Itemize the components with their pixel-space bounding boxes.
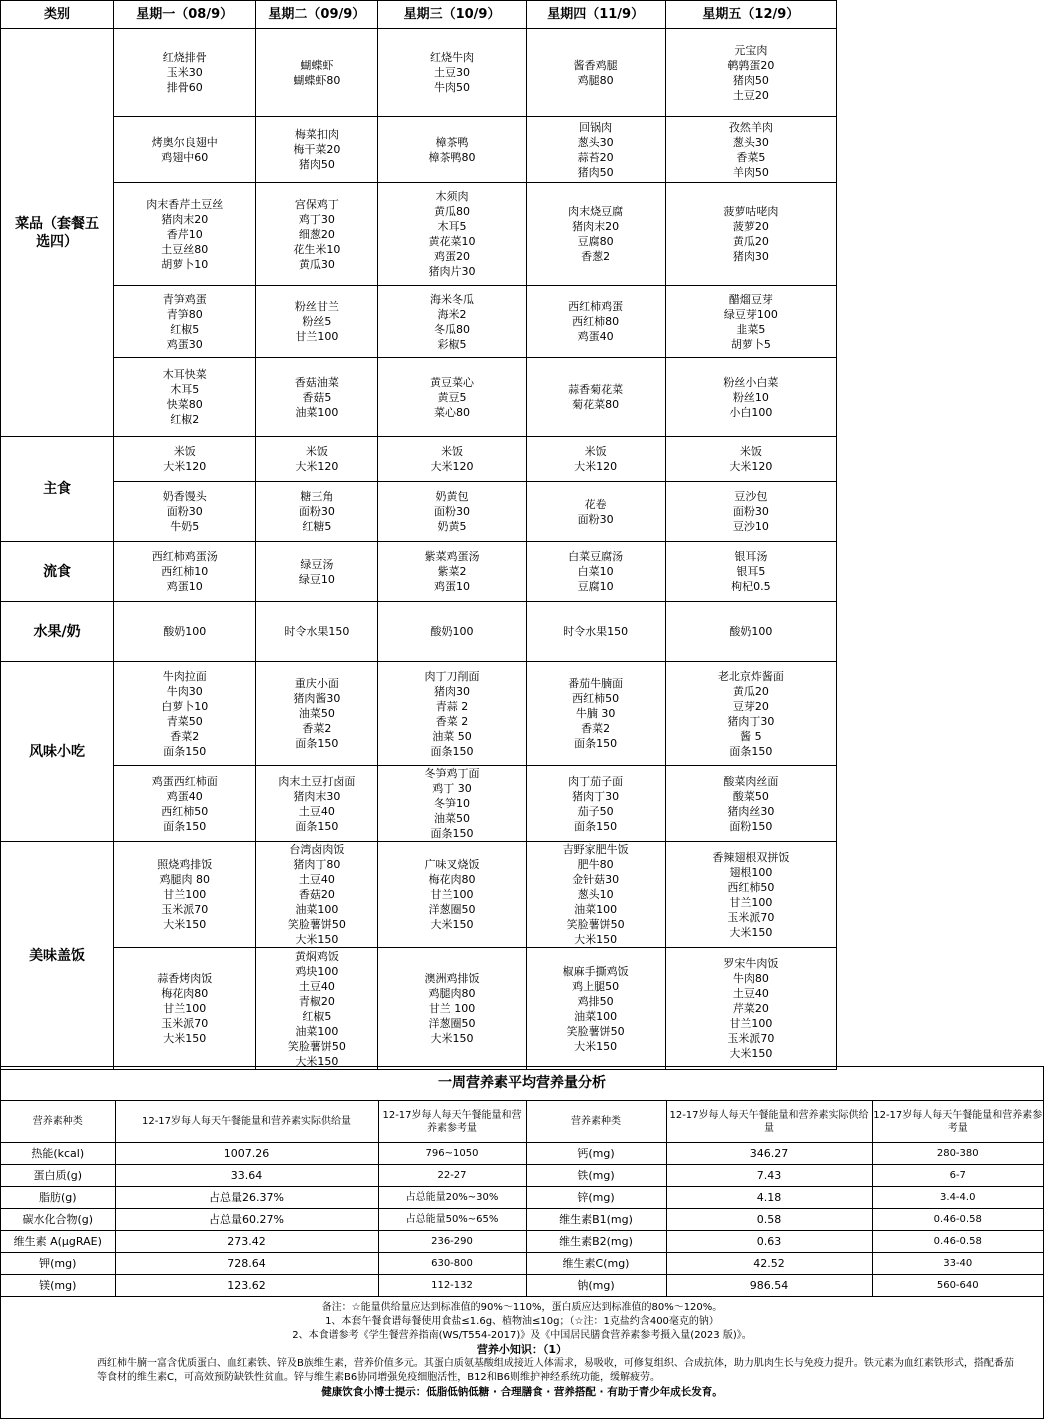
menu-cell: [526, 286, 665, 358]
nutrition-table: [1, 1067, 1043, 1297]
menu-header-row: [1, 1, 837, 29]
menu-cell: [526, 842, 665, 948]
dish-text: 牛肉拉面 牛肉30 白萝卜10 青菜50 香菜2 面条150: [161, 669, 209, 758]
menu-cell: [378, 358, 526, 437]
menu-row: [1, 117, 837, 183]
menu-cell: [114, 602, 256, 662]
header-category: 类别: [1, 1, 114, 29]
category-rice: 美味盖饭: [1, 842, 114, 1070]
nutrition-title-row: [1, 1067, 1043, 1101]
nutrition-row: [1, 1209, 1043, 1231]
nutrition-cell: 112-132: [378, 1275, 526, 1297]
menu-cell: [256, 286, 378, 358]
dish-text: 时令水果150: [563, 625, 629, 638]
menu-cell: [665, 358, 836, 437]
dish-text: 醋熘豆芽 绿豆芽100 韭菜5 胡萝卜5: [723, 292, 778, 351]
dish-text: 时令水果150: [284, 625, 350, 638]
nutrition-cell: 33.64: [115, 1165, 378, 1187]
nutrition-cell: 796~1050: [378, 1143, 526, 1165]
nutrition-cell: 铁(mg): [526, 1165, 666, 1187]
menu-row: [1, 183, 837, 286]
header-tuesday: 星期二（09/9）: [256, 1, 378, 29]
menu-cell: [114, 662, 256, 766]
menu-cell: [114, 437, 256, 482]
nutrition-cell: 4.18: [666, 1187, 872, 1209]
dish-text: 广味叉烧饭 梅花肉80 甘兰100 洋葱圈50 大米150: [424, 858, 480, 931]
menu-cell: [665, 286, 836, 358]
dish-text: 酸奶100: [163, 625, 207, 638]
dish-text: 蒜香烤肉饭 梅花肉80 甘兰100 玉米派70 大米150: [157, 972, 213, 1045]
header-wednesday: 星期三（10/9）: [378, 1, 526, 29]
dish-text: 米饭 大米120: [295, 445, 339, 473]
dish-text: 冬笋鸡丁面 鸡丁 30 冬笋10 油菜50 面条150: [424, 767, 480, 840]
menu-cell: [526, 948, 665, 1070]
dish-text: 粉丝甘兰 粉丝5 甘兰100: [294, 300, 339, 343]
dish-text: 肉末土豆打卤面 猪肉末30 土豆40 面条150: [278, 774, 356, 833]
menu-cell: [378, 602, 526, 662]
dish-text: 台湾卤肉饭 猪肉丁80 土豆40 香菇20 油菜100 笑脸薯饼50 大米150: [287, 843, 346, 946]
dish-text: 紫菜鸡蛋汤 紫菜2 鸡蛋10: [424, 550, 480, 593]
dish-text: 绿豆汤 绿豆10: [298, 557, 335, 586]
menu-row: [1, 542, 837, 602]
nutrition-header-row: [1, 1101, 1043, 1143]
menu-cell: [114, 358, 256, 437]
nutrition-cell: 630-800: [378, 1253, 526, 1275]
menu-row: [1, 948, 837, 1070]
dish-text: 吉野家肥牛饭 肥牛80 金针菇30 葱头10 油菜100 笑脸薯饼50 大米150: [562, 843, 629, 946]
nutrient-header-2: 营养素种类: [526, 1101, 666, 1143]
menu-cell: [114, 842, 256, 948]
nutrition-row: [1, 1187, 1043, 1209]
nutrition-cell: 123.62: [115, 1275, 378, 1297]
nutrition-cell: 占总量26.37%: [115, 1187, 378, 1209]
tips-body: 西红柿牛腩一富含优质蛋白、血红素铁、锌及B族维生素，营养价值多元。其蛋白质氨基酸组成接近人体需求，易吸收，可修复组织、合成抗体，助力肌肉生长与免疫力提升。铁元素为血红素铁形式，搭配番茄等食材的维生素C，可高效预防缺铁性贫血。锌与维生素B6协同增强免疫细胞活性，B12和B6则维护神经系统功能，缓解疲劳。: [97, 1358, 1014, 1383]
category-dishes: 菜品（套餐五选四）: [1, 29, 114, 437]
menu-cell: [256, 766, 378, 842]
nutrition-cell: 维生素 A(μgRAE): [1, 1231, 115, 1253]
dish-text: 青笋鸡蛋 青笋80 红椒5 鸡蛋30: [162, 292, 207, 351]
menu-cell: [256, 358, 378, 437]
menu-cell: [378, 29, 526, 117]
nutrition-cell: 236-290: [378, 1231, 526, 1253]
remark: 备注：☆能量供给量应达到标准值的90%～110%，蛋白质应达到标准值的80%～120%。: [321, 1302, 723, 1313]
nutrition-cell: 0.58: [666, 1209, 872, 1231]
category-staple: 主食: [1, 437, 114, 542]
dish-text: 糖三角 面粉30 红糖5: [298, 490, 335, 533]
menu-row: [1, 437, 837, 482]
dish-text: 照烧鸡排饭 鸡腿肉 80 甘兰100 玉米派70 大米150: [157, 858, 213, 931]
menu-cell: [378, 948, 526, 1070]
nutrition-cell: 728.64: [115, 1253, 378, 1275]
nutrition-cell: 碳水化合物(g): [1, 1209, 115, 1231]
nutrition-cell: 0.46-0.58: [872, 1209, 1043, 1231]
dish-text: 白菜豆腐汤 白菜10 豆腐10: [568, 550, 624, 593]
dish-text: 香辣翅根双拼饭 翅根100 西红柿50 甘兰100 玉米派70 大米150: [712, 850, 790, 939]
nutrition-cell: 6-7: [872, 1165, 1043, 1187]
reference-header-2: 12-17岁每人每天午餐能量和营养素参考量: [872, 1101, 1043, 1143]
dish-text: 西红柿鸡蛋 西红柿80 鸡蛋40: [568, 300, 624, 343]
dish-text: 豆沙包 面粉30 豆沙10: [732, 490, 769, 533]
dish-text: 花卷 面粉30: [577, 497, 614, 526]
menu-row: [1, 286, 837, 358]
header-thursday: 星期四（11/9）: [526, 1, 665, 29]
menu-cell: [256, 29, 378, 117]
nutrition-cell: 蛋白质(g): [1, 1165, 115, 1187]
category-soup: 流食: [1, 542, 114, 602]
dish-text: 银耳汤 银耳5 枸杞0.5: [731, 550, 771, 593]
dish-text: 番茄牛腩面 西红柿50 牛腩 30 香菜2 面条150: [568, 677, 624, 750]
dish-text: 酸奶100: [729, 625, 773, 638]
menu-cell: [378, 842, 526, 948]
menu-row: [1, 766, 837, 842]
menu-cell: [665, 662, 836, 766]
menu-cell: [114, 482, 256, 542]
nutrition-cell: 镁(mg): [1, 1275, 115, 1297]
dish-text: 米饭 大米120: [729, 445, 773, 473]
menu-cell: [378, 766, 526, 842]
nutrition-cell: 273.42: [115, 1231, 378, 1253]
nutrition-cell: 22-27: [378, 1165, 526, 1187]
dish-text: 孜然羊肉 葱头30 香菜5 羊肉50: [728, 120, 773, 179]
dish-text: 樟茶鸭 樟茶鸭80: [428, 135, 476, 164]
menu-cell: [665, 29, 836, 117]
dish-text: 肉丁刀削面 猪肉30 青蒜 2 香菜 2 油菜 50 面条150: [424, 669, 480, 758]
nutrition-cell: 锌(mg): [526, 1187, 666, 1209]
nutrition-cell: 占总能量20%~30%: [378, 1187, 526, 1209]
dish-text: 梅菜扣肉 梅干菜20 猪肉50: [293, 128, 341, 171]
menu-row: [1, 29, 837, 117]
dish-text: 香菇油菜 香菇5 油菜100: [294, 375, 339, 419]
nutrition-row: [1, 1253, 1043, 1275]
dish-text: 澳洲鸡排饭 鸡腿肉80 甘兰 100 洋葱圈50 大米150: [424, 972, 480, 1045]
nutrition-cell: 42.52: [666, 1253, 872, 1275]
nutrient-header: 营养素种类: [1, 1101, 115, 1143]
dish-text: 米饭 大米120: [430, 445, 474, 473]
menu-cell: [665, 842, 836, 948]
header-friday: 星期五（12/9）: [665, 1, 836, 29]
dish-text: 木耳快菜 木耳5 快菜80 红椒2: [162, 368, 207, 426]
nutrition-title: 一周营养素平均营养量分析: [1, 1067, 1043, 1101]
nutrition-cell: 986.54: [666, 1275, 872, 1297]
tips-title: 营养小知识：（1）: [476, 1343, 568, 1356]
menu-cell: [665, 602, 836, 662]
menu-cell: [256, 183, 378, 286]
menu-row: [1, 662, 837, 766]
menu-cell: [526, 29, 665, 117]
menu-cell: [256, 842, 378, 948]
menu-cell: [114, 948, 256, 1070]
nutrition-row: [1, 1165, 1043, 1187]
dish-text: 老北京炸酱面 黄瓜20 豆芽20 猪肉丁30 酱 5 面条150: [717, 669, 784, 758]
reference-header: 12-17岁每人每天午餐能量和营养素参考量: [378, 1101, 526, 1143]
dish-text: 蒜香菊花菜 菊花菜80: [568, 383, 624, 411]
menu-cell: [665, 766, 836, 842]
nutrition-cell: 3.4-4.0: [872, 1187, 1043, 1209]
nutrition-cell: 占总能量50%~65%: [378, 1209, 526, 1231]
menu-cell: [665, 542, 836, 602]
nutrition-cell: 钾(mg): [1, 1253, 115, 1275]
nutrition-cell: 346.27: [666, 1143, 872, 1165]
dish-text: 罗宋牛肉饭 牛肉80 土豆40 芹菜20 甘兰100 玉米派70 大米150: [723, 957, 779, 1060]
menu-cell: [526, 766, 665, 842]
menu-cell: [114, 286, 256, 358]
nutrition-cell: 维生素C(mg): [526, 1253, 666, 1275]
menu-cell: [114, 766, 256, 842]
menu-cell: [114, 183, 256, 286]
dish-text: 粉丝小白菜 粉丝10 小白100: [723, 375, 779, 419]
menu-cell: [114, 542, 256, 602]
note-2: 2、本食谱参考《学生餐营养指南(WS/T554-2017)》及《中国居民膳食营养素参考摄入量(2023 版)》。: [292, 1330, 752, 1341]
nutrition-cell: 占总量60.27%: [115, 1209, 378, 1231]
actual-header-2: 12-17岁每人每天午餐能量和营养素实际供给量: [666, 1101, 872, 1143]
menu-row: [1, 482, 837, 542]
menu-cell: [256, 482, 378, 542]
dish-text: 西红柿鸡蛋汤 西红柿10 鸡蛋10: [151, 550, 218, 593]
dish-text: 元宝肉 鹌鹑蛋20 猪肉50 土豆20: [727, 43, 775, 102]
menu-cell: [526, 358, 665, 437]
category-fruit: 水果/奶: [1, 602, 114, 662]
menu-cell: [526, 602, 665, 662]
dish-text: 酱香鸡腿 鸡腿80: [573, 58, 618, 87]
menu-cell: [526, 482, 665, 542]
menu-cell: [526, 542, 665, 602]
dish-text: 烤奥尔良翅中 鸡翅中60: [151, 135, 218, 164]
dish-text: 黄焖鸡饭 鸡块100 土豆40 青椒20 红椒5 油菜100 笑脸薯饼50 大米150: [287, 949, 346, 1068]
menu-cell: [526, 437, 665, 482]
dish-text: 椒麻手撕鸡饭 鸡上腿50 鸡排50 油菜100 笑脸薯饼50 大米150: [562, 964, 629, 1053]
menu-cell: [114, 29, 256, 117]
nutrition-section: [0, 1066, 1044, 1419]
notes: [1, 1297, 1043, 1399]
menu-cell: [526, 183, 665, 286]
nutrition-cell: 1007.26: [115, 1143, 378, 1165]
menu-cell: [378, 286, 526, 358]
menu-cell: [378, 662, 526, 766]
menu-cell: [256, 948, 378, 1070]
menu-cell: [378, 183, 526, 286]
dish-text: 回锅肉 葱头30 蒜苔20 猪肉50: [577, 120, 614, 179]
menu-cell: [256, 662, 378, 766]
dish-text: 海米冬瓜 海米2 冬瓜80 彩椒5: [430, 292, 474, 351]
menu-cell: [256, 542, 378, 602]
nutrition-cell: 33-40: [872, 1253, 1043, 1275]
nutrition-row: [1, 1275, 1043, 1297]
menu-cell: [665, 183, 836, 286]
note-1: 1、本套午餐食谱每餐使用食盐≤1.6g、植物油≤10g；（☆注：1克盐约含400毫克的钠）: [325, 1316, 719, 1327]
menu-row: [1, 358, 837, 437]
menu-cell: [378, 437, 526, 482]
nutrition-row: [1, 1231, 1043, 1253]
dish-text: 米饭 大米120: [163, 445, 207, 473]
menu-row: [1, 842, 837, 948]
dish-text: 奶黄包 面粉30 奶黄5: [434, 490, 470, 533]
dish-text: 鸡蛋西红柿面 鸡蛋40 西红柿50 面条150: [151, 774, 218, 833]
nutrition-cell: 维生素B1(mg): [526, 1209, 666, 1231]
menu-cell: [256, 437, 378, 482]
dish-text: 黄豆菜心 黄豆5 菜心80: [430, 375, 474, 419]
nutrition-cell: 热能(kcal): [1, 1143, 115, 1165]
nutrition-cell: 0.46-0.58: [872, 1231, 1043, 1253]
menu-cell: [665, 437, 836, 482]
dish-text: 菠萝咕咾肉 菠萝20 黄瓜20 猪肉30: [723, 205, 779, 263]
nutrition-cell: 560-640: [872, 1275, 1043, 1297]
menu-cell: [665, 948, 836, 1070]
dish-text: 米饭 大米120: [574, 445, 618, 473]
nutrition-cell: 维生素B2(mg): [526, 1231, 666, 1253]
dish-text: 肉丁茄子面 猪肉丁30 茄子50 面条150: [568, 774, 624, 833]
dish-text: 肉末香芹土豆丝 猪肉末20 香芹10 土豆丝80 胡萝卜10: [146, 197, 224, 271]
slogan: 健康饮食小博士提示：低脂低钠低糖 · 合理膳食 · 营养搭配 · 有助于青少年成长发育。: [321, 1386, 723, 1398]
dish-text: 酸奶100: [430, 625, 474, 638]
menu-cell: [378, 542, 526, 602]
menu-cell: [526, 117, 665, 183]
menu-cell: [665, 482, 836, 542]
menu-cell: [256, 602, 378, 662]
dish-text: 红烧排骨 玉米30 排骨60: [162, 51, 207, 94]
dish-text: 酸菜肉丝面 酸菜50 猪肉丝30 面粉150: [723, 774, 779, 833]
menu-cell: [526, 662, 665, 766]
dish-text: 宫保鸡丁 鸡丁30 细葱20 花生米10 黄瓜30: [293, 197, 341, 271]
header-monday: 星期一（08/9）: [114, 1, 256, 29]
category-snack: 风味小吃: [1, 662, 114, 842]
dish-text: 木须肉 黄瓜80 木耳5 黄花菜10 鸡蛋20 猪肉片30: [428, 190, 476, 278]
menu-row: [1, 602, 837, 662]
menu-cell: [256, 117, 378, 183]
dish-text: 重庆小面 猪肉酱30 油菜50 香菜2 面条150: [293, 677, 341, 750]
dish-text: 肉末烧豆腐 猪肉末20 豆腐80 香葱2: [568, 205, 624, 263]
nutrition-cell: 7.43: [666, 1165, 872, 1187]
actual-header: 12-17岁每人每天午餐能量和营养素实际供给量: [115, 1101, 378, 1143]
dish-text: 红烧牛肉 土豆30 牛肉50: [430, 51, 474, 94]
dish-text: 蝴蝶虾 蝴蝶虾80: [293, 58, 341, 87]
nutrition-cell: 280-380: [872, 1143, 1043, 1165]
dish-text: 奶香馒头 面粉30 牛奶5: [162, 490, 207, 533]
menu-cell: [378, 117, 526, 183]
nutrition-cell: 0.63: [666, 1231, 872, 1253]
nutrition-cell: 脂肪(g): [1, 1187, 115, 1209]
nutrition-cell: 钠(mg): [526, 1275, 666, 1297]
menu-cell: [378, 482, 526, 542]
menu-cell: [665, 117, 836, 183]
nutrition-cell: 钙(mg): [526, 1143, 666, 1165]
menu-cell: [114, 117, 256, 183]
nutrition-row: [1, 1143, 1043, 1165]
